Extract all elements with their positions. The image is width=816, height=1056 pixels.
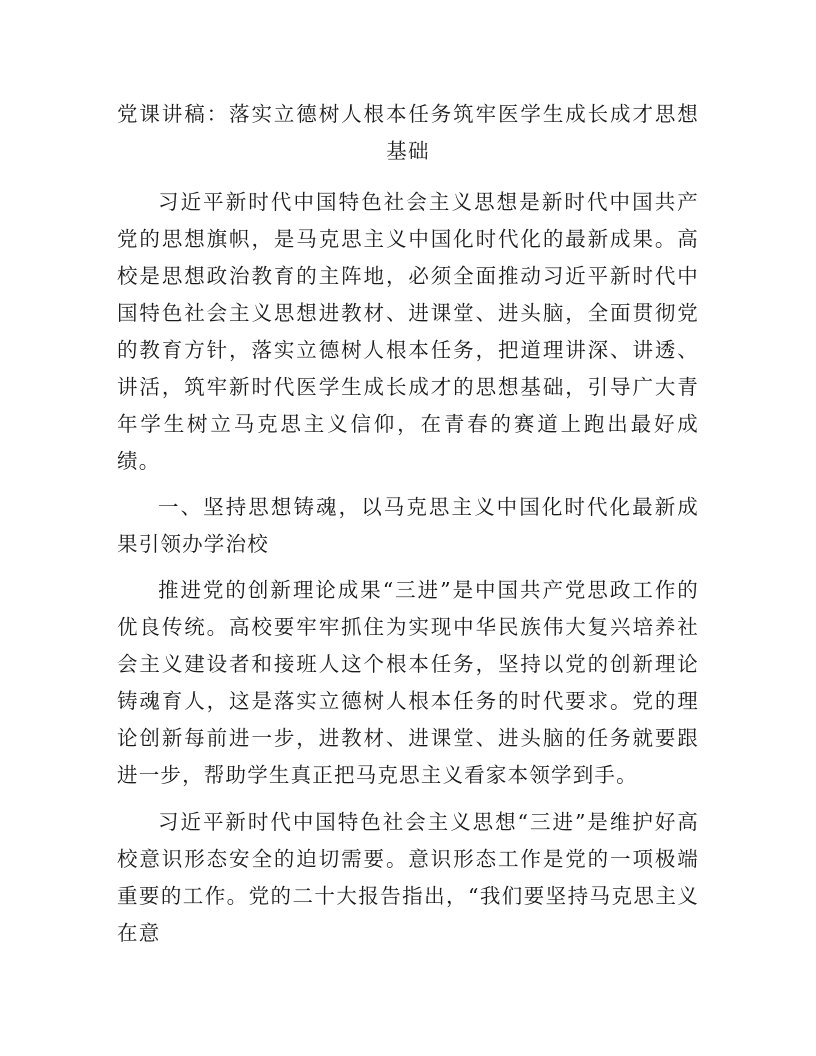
paragraph-section-1-continued: 习近平新时代中国特色社会主义思想“三进”是维护好高校意识形态安全的迫切需要。意识形态工作是党的一项极端重要的工作。党的二十大报告指出，“我们要坚持马克思主义在意 bbox=[117, 810, 699, 945]
section-heading-1: 一、坚持思想铸魂，以马克思主义中国化时代化最新成果引领办学治校 bbox=[117, 495, 699, 556]
paragraph-section-1: 推进党的创新理论成果“三进”是中国共产党思政工作的优良传统。高校要牢牢抓住为实现中华民族伟大复兴培养社会主义建设者和接班人这个根本任务，坚持以党的创新理论铸魂育人，这是落实立德树人根本任务的时代要求。党的理论创新每前进一步，进教材、进课堂、进头脑的任务就要跟进一步，帮助学生真正把马克思主义看家本领学到手。 bbox=[117, 578, 699, 787]
paragraph-intro: 习近平新时代中国特色社会主义思想是新时代中国共产党的思想旗帜，是马克思主义中国化时代化的最新成果。高校是思想政治教育的主阵地，必须全面推动习近平新时代中国特色社会主义思想进教材、进课堂、进头脑，全面贯彻党的教育方针，落实立德树人根本任务，把道理讲深、讲透、讲活，筑牢新时代医学生成长成才的思想基础，引导广大青年学生树立马克思主义信仰，在青春的赛道上跑出最好成绩。 bbox=[117, 190, 699, 473]
document-page bbox=[117, 96, 699, 952]
document-title: 党课讲稿：落实立德树人根本任务筑牢医学生成长成才思想基础 bbox=[117, 102, 699, 163]
